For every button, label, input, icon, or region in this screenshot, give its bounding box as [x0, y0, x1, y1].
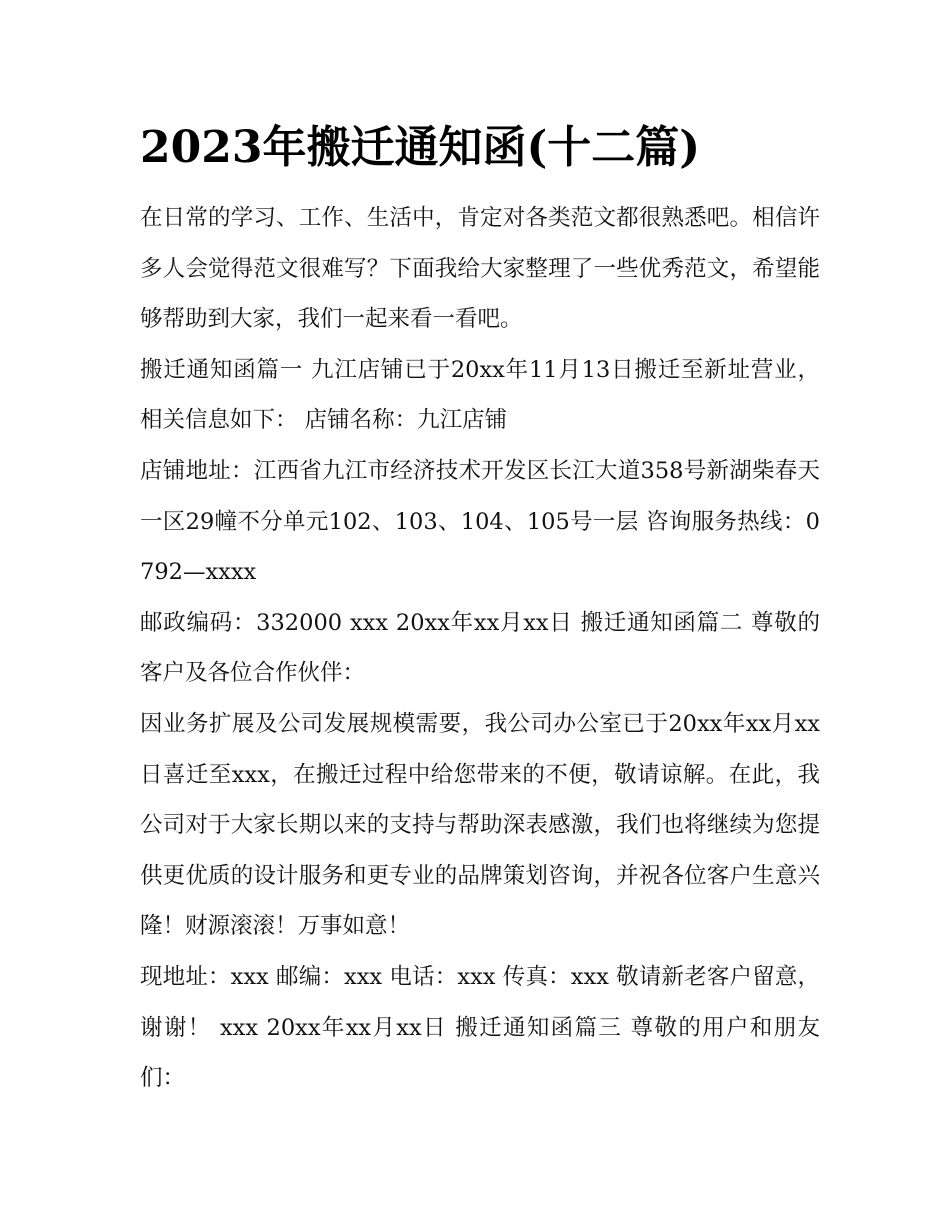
paragraph-intro: 在日常的学习、工作、生活中，肯定对各类范文都很熟悉吧。相信许多人会觉得范文很难写？下面我给大家整理了一些优秀范文，希望能够帮助到大家，我们一起来看一看吧。 — [140, 205, 820, 333]
document-body — [140, 193, 820, 1104]
paragraph-store-address: 店铺地址：江西省九江市经济技术开发区长江大道358号新湖柴春天一区29幢不分单元102、103、104、105号一层 咨询服务热线：0792—xxxx — [140, 457, 820, 586]
paragraph-contact-info: 现地址：xxx 邮编：xxx 电话：xxx 传真：xxx 敬请新老客户留意，谢谢！ xxx 20xx年xx月xx日 搬迁通知函篇三 尊敬的用户和朋友们： — [140, 963, 820, 1092]
paragraph-postal-code: 邮政编码：332000 xxx 20xx年xx月xx日 搬迁通知函篇二 尊敬的客户及各位合作伙伴： — [140, 609, 820, 687]
document-title: 2023年搬迁通知函(十二篇) — [140, 122, 701, 173]
paragraph-notice-one: 搬迁通知函篇一 九江店铺已于20xx年11月13日搬迁至新址营业，相关信息如下： 店铺名称：九江店铺 — [140, 356, 820, 434]
paragraph-notice-two: 因业务扩展及公司发展规模需要，我公司办公室已于20xx年xx月xx日喜迁至xxx，在搬迁过程中给您带来的不便，敬请谅解。在此，我公司对于大家长期以来的支持与帮助深表感激，我们也将继续为您提供更优质的设计服务和更专业的品牌策划咨询，并祝各位客户生意兴隆！财源滚滚！万事如意！ — [140, 710, 820, 940]
